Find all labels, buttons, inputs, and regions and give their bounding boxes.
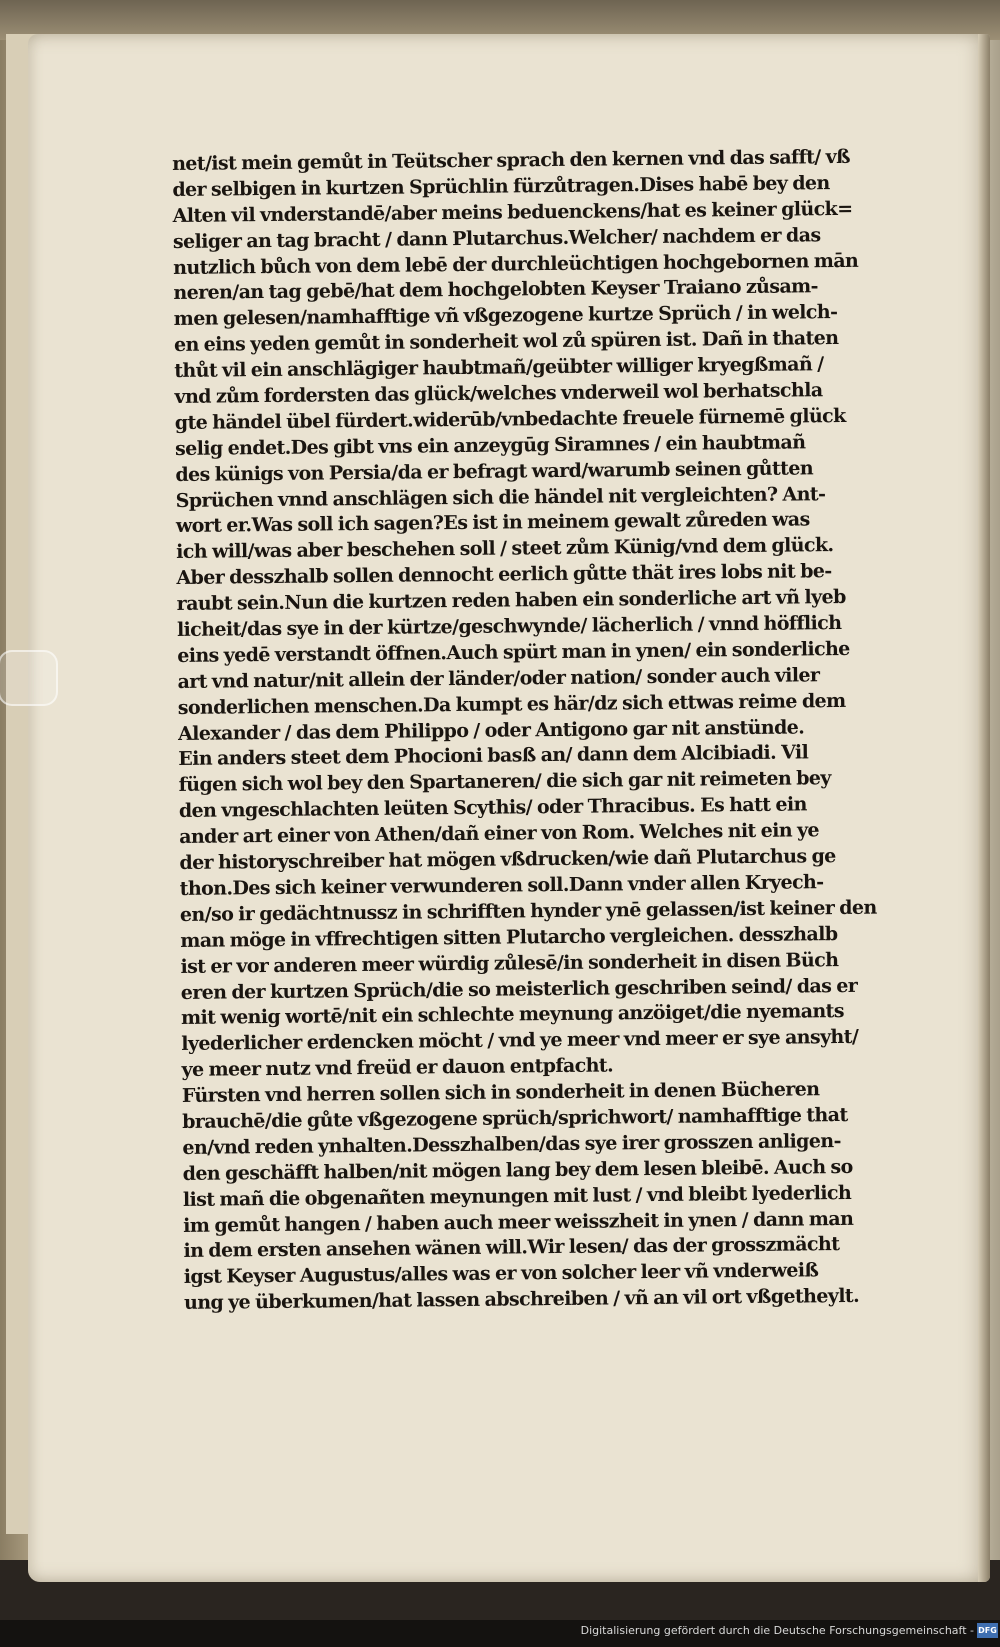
text-line: igst Keyser Augustus/alles was er von solcher leer vñ vnderweiß [183, 1259, 819, 1289]
text-line: ich will/was aber beschehen soll / steet zům Künig/vnd dem glück. [176, 534, 834, 564]
text-line: list mañ die obgenañten meynungen mit lust / vnd bleibt lyederlich [182, 1181, 852, 1211]
text-line: wort er.Was soll ich sagen?Es ist in meinem gewalt zůreden was [175, 508, 810, 538]
text-line: thon.Des sich keiner verwunderen soll.Dann vnder allen Kryech‑ [179, 871, 824, 900]
text-line: ander art einer von Athen/dañ einer von Rom. Welches nit ein ye [179, 819, 820, 849]
text-line: seliger an tag bracht / dann Plutarchus.Welcher/ nachdem er das [172, 223, 821, 253]
text-line: der historyschreiber hat mögen vßdrucken/wie dañ Plutarchus ge [179, 845, 836, 875]
text-line: des künigs von Persia/da er befragt ward/warumb seinen gůtten [175, 456, 814, 486]
plastic-page-clip [0, 650, 58, 706]
text-line: Alexander / das dem Philippo / oder Antigono gar nit anstünde. [177, 716, 805, 745]
text-line: ye meer nutz vnd freüd er dauon entpfacht. [181, 1054, 614, 1082]
text-line: en eins yeden gemůt in sonderheit wol zů spüren ist. Dañ in thaten [173, 327, 839, 357]
text-line: der selbigen in kurtzen Sprüchlin fürzůtragen.Dises habē bey den [172, 172, 830, 201]
text-line: licheit/das sye in der kürtze/geschwynde/ lächerlich / vnnd höfflich [176, 612, 842, 642]
text-line: in dem ersten ansehen wänen will.Wir lesen/ das der grosszmächt [183, 1233, 840, 1263]
text-line: fügen sich wol bey den Spartaneren/ die sich gar nit reimeten bey [178, 767, 831, 797]
text-line: eren der kurtzen Sprüch/die so meisterlich geschriben seind/ das er [180, 974, 858, 1004]
text-line: Alten vil vnderstandē/aber meins beduenckens/hat es keiner glück= [172, 197, 853, 227]
text-line: net/ist mein gemůt in Teütscher sprach den kernen vnd das safft/ vß [172, 145, 851, 175]
text-line: ist er vor anderen meer würdig zůlesē/in sonderheit in disen Büch [180, 948, 839, 978]
page-fore-edge [978, 34, 990, 1582]
text-line: lyederlicher erdencken möcht / vnd ye meer vnd meer er sye ansyht/ [181, 1026, 859, 1056]
text-line: Ein anders steet dem Phocioni basß an/ dann dem Alcibiadi. Vil [178, 741, 809, 771]
text-line: art vnd natur/nit allein der länder/oder nation/ sonder auch viler [177, 664, 820, 693]
text-line: eins yedē verstandt öffnen.Auch spürt man in ynen/ ein sonderliche [177, 637, 850, 667]
text-line: Fürsten vnd herren sollen sich in sonderheit in denen Bücheren [181, 1078, 820, 1108]
text-line: Aber desszhalb sollen dennocht eerlich gůtte thät ires lobs nit be‑ [176, 560, 832, 590]
text-line: brauchē/die gůte vßgezogene sprüch/sprichwort/ namhafftige that [182, 1103, 848, 1133]
funding-credit: Digitalisierung gefördert durch die Deutsche Forschungsgemeinschaft - [580, 1624, 974, 1637]
footer-bar [0, 1620, 1000, 1647]
text-line: den vngeschlachten leüten Scythis/ oder Thracibus. Es hatt ein [178, 793, 807, 823]
text-line: selig endet.Des gibt vns ein anzeygūg Siramnes / ein haubtmañ [174, 431, 806, 460]
text-line: men gelesen/namhafftige vñ vßgezogene kurtze Sprüch / in welch‑ [173, 301, 838, 331]
text-line: man möge in vffrechtigen sitten Plutarcho vergleichen. desszhalb [180, 922, 838, 952]
text-line: Sprüchen vnnd anschlägen sich die händel nit vergleichten? Ant‑ [175, 482, 826, 512]
text-line: ung ye überkumen/hat lassen abschreiben / vñ an vil ort vßgetheylt. [183, 1285, 860, 1315]
text-line: vnd zům fordersten das glück/welches vnderweil wol berhatschla [174, 379, 823, 409]
text-line: neren/an tag gebē/hat dem hochgelobten Keyser Traiano zůsam‑ [173, 275, 818, 305]
text-line: en/so ir gedächtnussz in schrifften hynder ynē gelassen/ist keiner den [179, 896, 877, 926]
text-line: en/vnd reden ynhalten.Desszhalben/das sye irer grosszen anligen‑ [182, 1129, 841, 1159]
text-line: thůt vil ein anschlägiger haubtmañ/geübter williger kryegßmañ / [174, 353, 824, 383]
text-line: im gemůt hangen / haben auch meer weisszheit in ynen / dann man [183, 1207, 854, 1237]
page-text-block [172, 145, 884, 1317]
text-line: den geschäfft halben/nit mögen lang bey dem lesen bleibē. Auch so [182, 1155, 853, 1185]
text-line: raubt sein.Nun die kurtzen reden haben ein sonderliche art vñ lyeb [176, 586, 846, 616]
dfg-logo: DFG [977, 1623, 998, 1638]
text-line: gte händel übel fürdert.widerūb/vnbedachte freuele fürnemē glück [174, 404, 846, 434]
text-line: nutzlich bůch von dem lebē der durchleüchtigen hochgebornen mān [173, 249, 859, 279]
text-line: sonderlichen menschen.Da kumpt es här/dz sich ettwas reime dem [177, 689, 846, 719]
text-line: mit wenig wortē/nit ein schlechte meynung anzöiget/die nyemants [180, 1000, 845, 1030]
